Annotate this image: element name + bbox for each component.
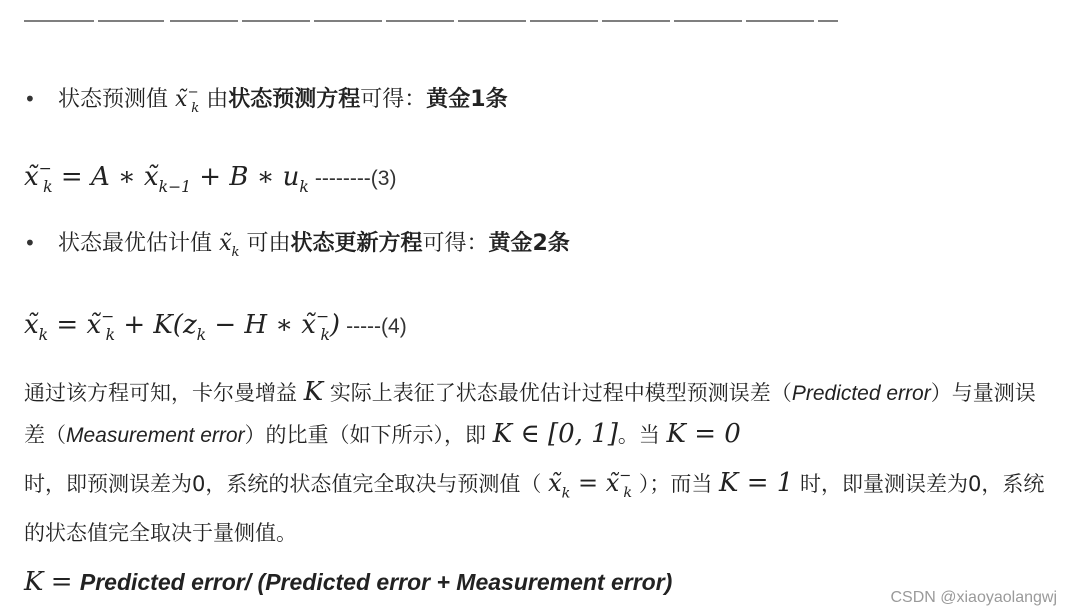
- para-em-measurement: Measurement error: [66, 424, 245, 447]
- eq3-math: $x̃^-_k = A$ ∗ $x̃_{k-1} + B$ ∗ $u_k$: [24, 159, 309, 196]
- para-text-6: 时，即预测误差为0，系统的状态值完全取决与预测值（: [24, 471, 542, 496]
- para-text-7: ）；而当: [638, 471, 713, 496]
- bullet-dot-icon: •: [24, 86, 36, 111]
- para-text-1: 通过该方程可知，卡尔曼增益: [24, 381, 297, 405]
- bullet1-text-after: 可得：: [360, 86, 427, 112]
- para-math-k0: K = 0: [666, 419, 741, 449]
- explanation-paragraph: [24, 372, 1054, 553]
- separator-svg: [24, 13, 840, 22]
- bullet1-method: 状态预测方程: [228, 86, 361, 112]
- bullet2-text-mid: 可由: [246, 231, 291, 256]
- para-text-3: ）与量测误差（: [24, 381, 1036, 447]
- bullet2-text-after: 可得：: [422, 231, 489, 256]
- eq3-tag: --------(3): [314, 166, 397, 190]
- para-text-5: 。当: [617, 423, 660, 447]
- para-math-k1: K = 1: [719, 467, 794, 498]
- formula-k: K: [24, 567, 44, 597]
- para-em-predicted: Predicted error: [791, 382, 931, 405]
- para-math-eq: $x̃_k$ = $x̃^-_k$: [548, 468, 633, 502]
- para-text-4: ）的比重（如下所示），即: [244, 423, 487, 447]
- bullet-item-prediction: [24, 78, 508, 124]
- para-math-range: K ∈ [0, 1]: [492, 419, 618, 449]
- eq4-tag: -----(4): [346, 314, 407, 338]
- bullet2-var: $x̃_k$: [219, 231, 240, 260]
- equation-3: [24, 152, 396, 203]
- bullet2-text-before: 状态最优估计值: [58, 231, 213, 256]
- bullet-item-update: [24, 228, 570, 268]
- bullet1-text-before: 状态预测值: [58, 86, 169, 112]
- eq4-math: $x̃_k$ = $x̃^-_k + K(z_k - H$ ∗ $x̃^-_k$): [24, 307, 341, 344]
- bullet-dot-icon: •: [24, 231, 36, 255]
- para-text-8: 时，即量测误差为0，系统的状态值完全取决于量侧值。: [24, 471, 1045, 546]
- formula-equals: =: [50, 567, 73, 597]
- csdn-watermark: CSDN @xiaoyaolangwj: [890, 589, 1057, 606]
- bullet2-tag: 黄金2条: [488, 231, 570, 256]
- bullet1-tag: 黄金1条: [426, 86, 508, 112]
- separator-line: [24, 10, 840, 22]
- bullet2-method: 状态更新方程: [290, 231, 423, 256]
- bullet1-text-mid: 由: [206, 86, 229, 112]
- gain-formula: [24, 566, 672, 599]
- bullet1-var: $x̃^-_k$: [175, 85, 200, 116]
- equation-4: [24, 300, 407, 351]
- formula-text: Predicted error/ (Predicted error + Measurement error): [79, 569, 673, 595]
- para-text-2: 实际上表征了状态最优估计过程中模型预测误差（: [329, 381, 792, 405]
- para-math-k: K: [303, 377, 324, 407]
